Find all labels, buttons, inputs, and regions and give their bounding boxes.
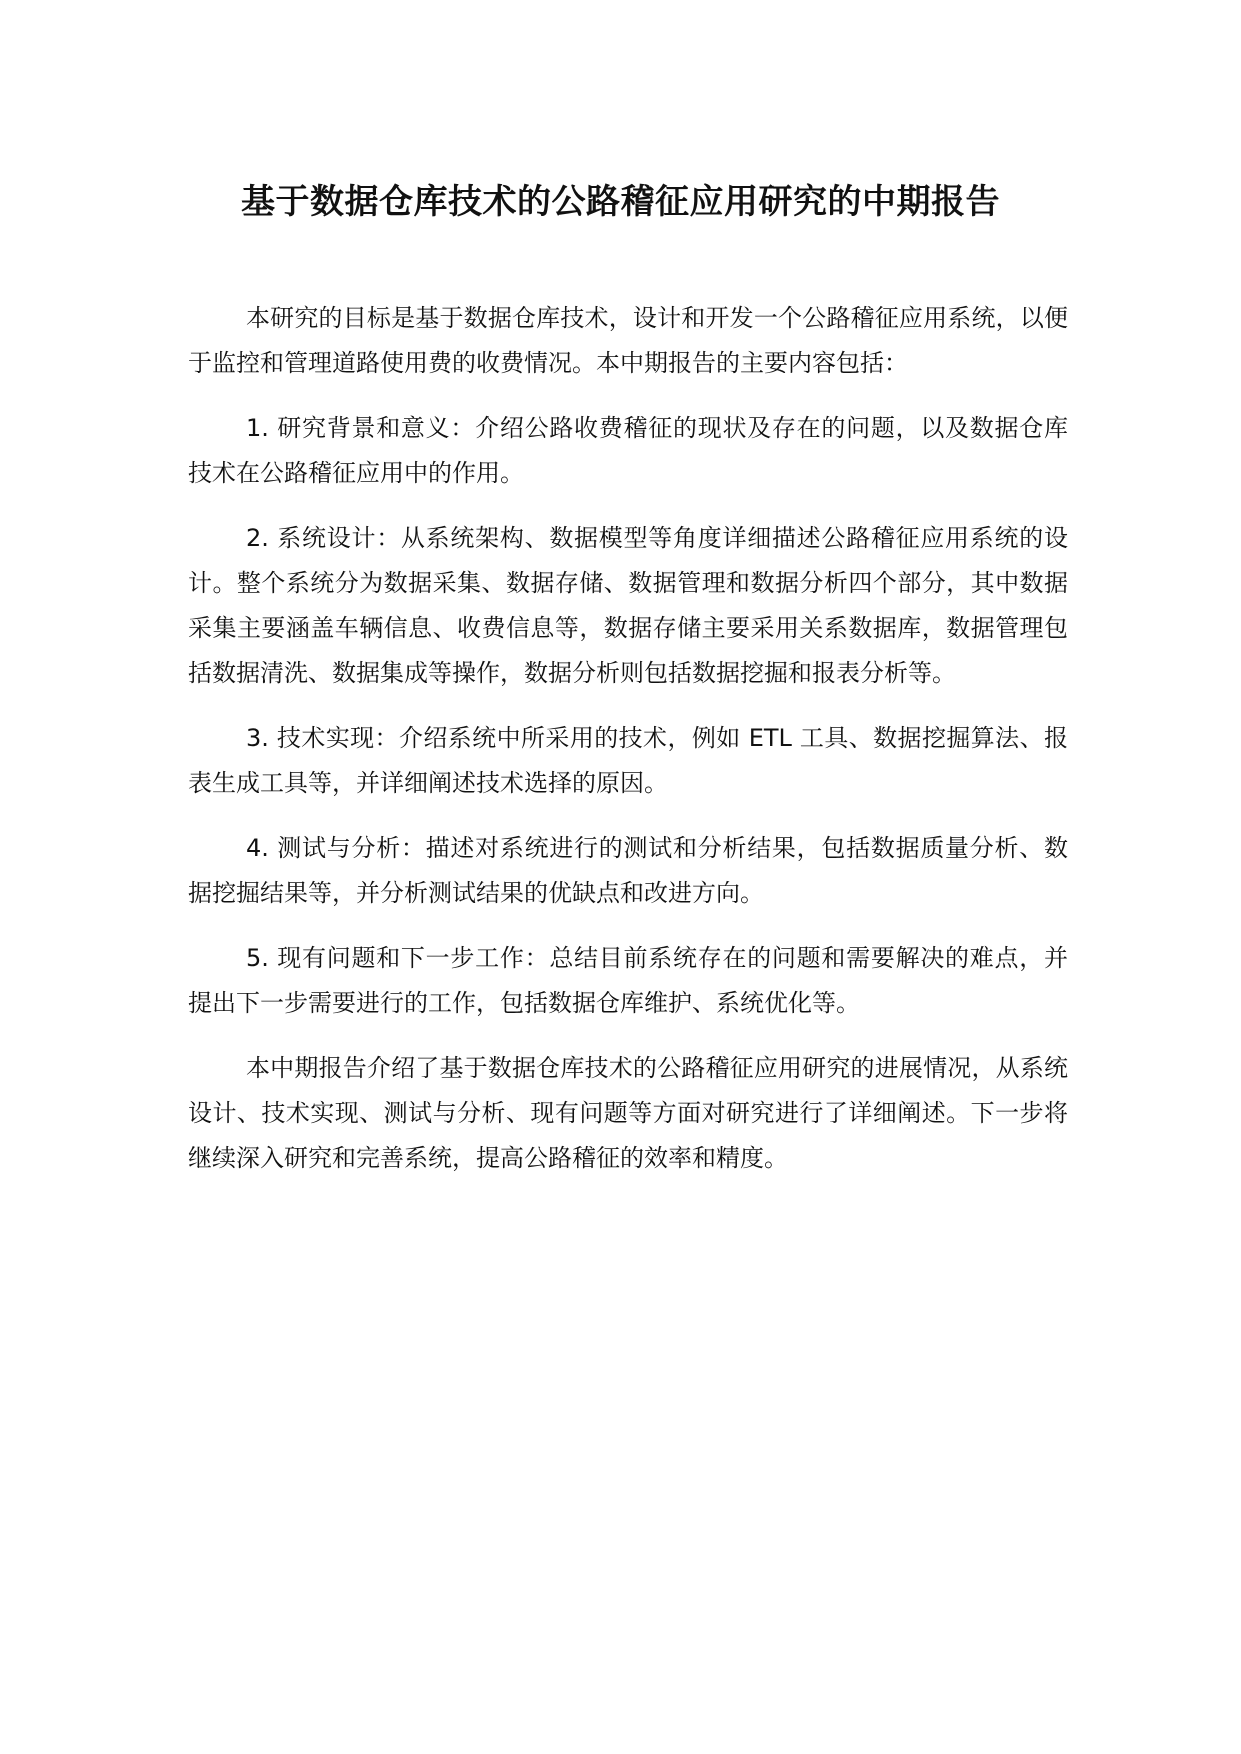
- document-title: 基于数据仓库技术的公路稽征应用研究的中期报告: [241, 182, 1000, 222]
- conclusion-paragraph: 本中期报告介绍了基于数据仓库技术的公路稽征应用研究的进展情况，从系统设计、技术实现、测试与分析、现有问题等方面对研究进行了详细阐述。下一步将继续深入研究和完善系统，提高公路稽征的效率和精度。: [188, 1054, 1068, 1172]
- list-item-testing: 4. 测试与分析：描述对系统进行的测试和分析结果，包括数据质量分析、数据挖掘结果等，并分析测试结果的优缺点和改进方向。: [188, 834, 1068, 907]
- document-body: [188, 296, 1068, 1201]
- list-item-implementation: 3. 技术实现：介绍系统中所采用的技术，例如 ETL 工具、数据挖掘算法、报表生成工具等，并详细阐述技术选择的原因。: [188, 724, 1068, 797]
- list-item-background: 1. 研究背景和意义：介绍公路收费稽征的现状及存在的问题，以及数据仓库技术在公路稽征应用中的作用。: [188, 414, 1068, 487]
- list-item-system-design: 2. 系统设计：从系统架构、数据模型等角度详细描述公路稽征应用系统的设计。整个系统分为数据采集、数据存储、数据管理和数据分析四个部分，其中数据采集主要涵盖车辆信息、收费信息等，数据存储主要采用关系数据库，数据管理包括数据清洗、数据集成等操作，数据分析则包括数据挖掘和报表分析等。: [188, 524, 1068, 687]
- intro-paragraph: 本研究的目标是基于数据仓库技术，设计和开发一个公路稽征应用系统，以便于监控和管理道路使用费的收费情况。本中期报告的主要内容包括：: [188, 304, 1068, 377]
- list-item-next-steps: 5. 现有问题和下一步工作：总结目前系统存在的问题和需要解决的难点，并提出下一步需要进行的工作，包括数据仓库维护、系统优化等。: [188, 944, 1068, 1017]
